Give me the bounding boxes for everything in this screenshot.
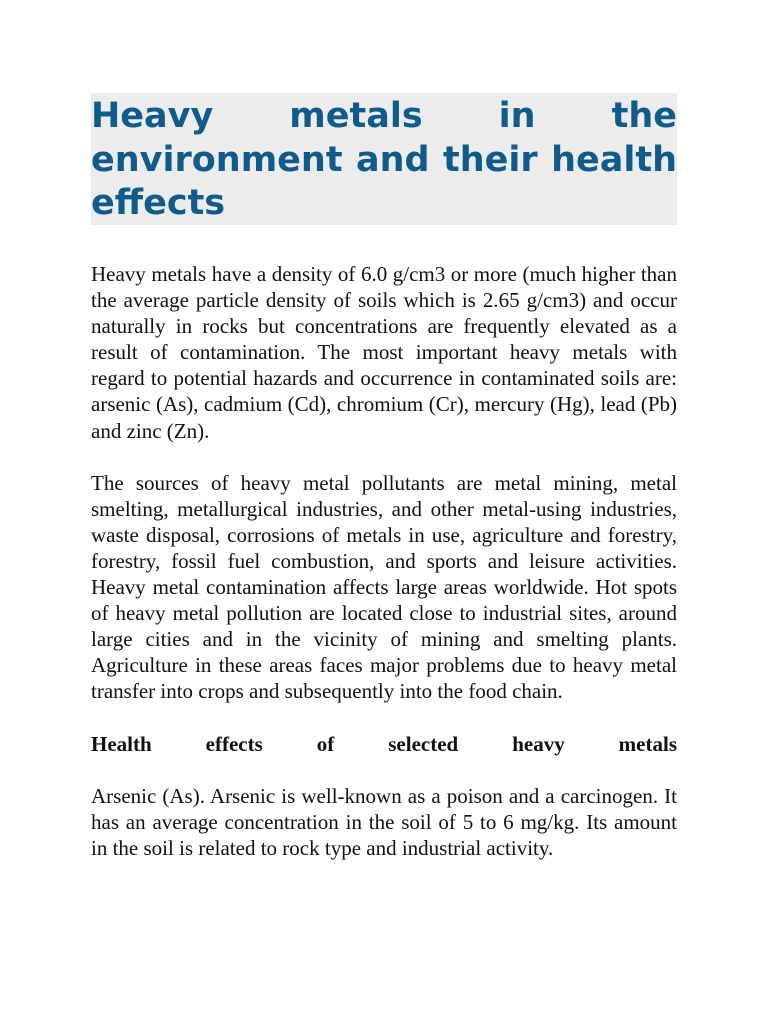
arsenic-paragraph: Arsenic (As). Arsenic is well-known as a poison and a carcinogen. It has an average concentration in the soil of 5 to 6 mg/kg. Its amount in the soil is related to rock type and industrial activity. bbox=[91, 783, 677, 860]
title-banner bbox=[91, 93, 677, 225]
sources-paragraph: The sources of heavy metal pollutants are metal mining, metal smelting, metallurgical industries, and other metal-using industries, waste disposal, corrosions of metals in use, agriculture and forestry, forestry, fossil fuel combustion, and sports and leisure activities. Heavy metal contamination affects large areas worldwide. Hot spots of heavy metal pollution are located close to industrial sites, around large cities and in the vicinity of mining and smelting plants. Agriculture in these areas faces major problems due to heavy metal transfer into crops and subsequently into the food chain. bbox=[91, 470, 677, 704]
document-title: Heavy metals in the environment and their health effects bbox=[91, 96, 677, 223]
document-page bbox=[91, 93, 677, 861]
intro-paragraph: Heavy metals have a density of 6.0 g/cm3 or more (much higher than the average particle density of soils which is 2.65 g/cm3) and occur naturally in rocks but concentrations are frequently elevated as a result of contamination. The most important heavy metals with regard to potential hazards and occurrence in contaminated soils are: arsenic (As), cadmium (Cd), chromium (Cr), mercury (Hg), lead (Pb) and zinc (Zn). bbox=[91, 262, 677, 443]
section-heading: Health effects of selected heavy metals bbox=[91, 731, 677, 756]
